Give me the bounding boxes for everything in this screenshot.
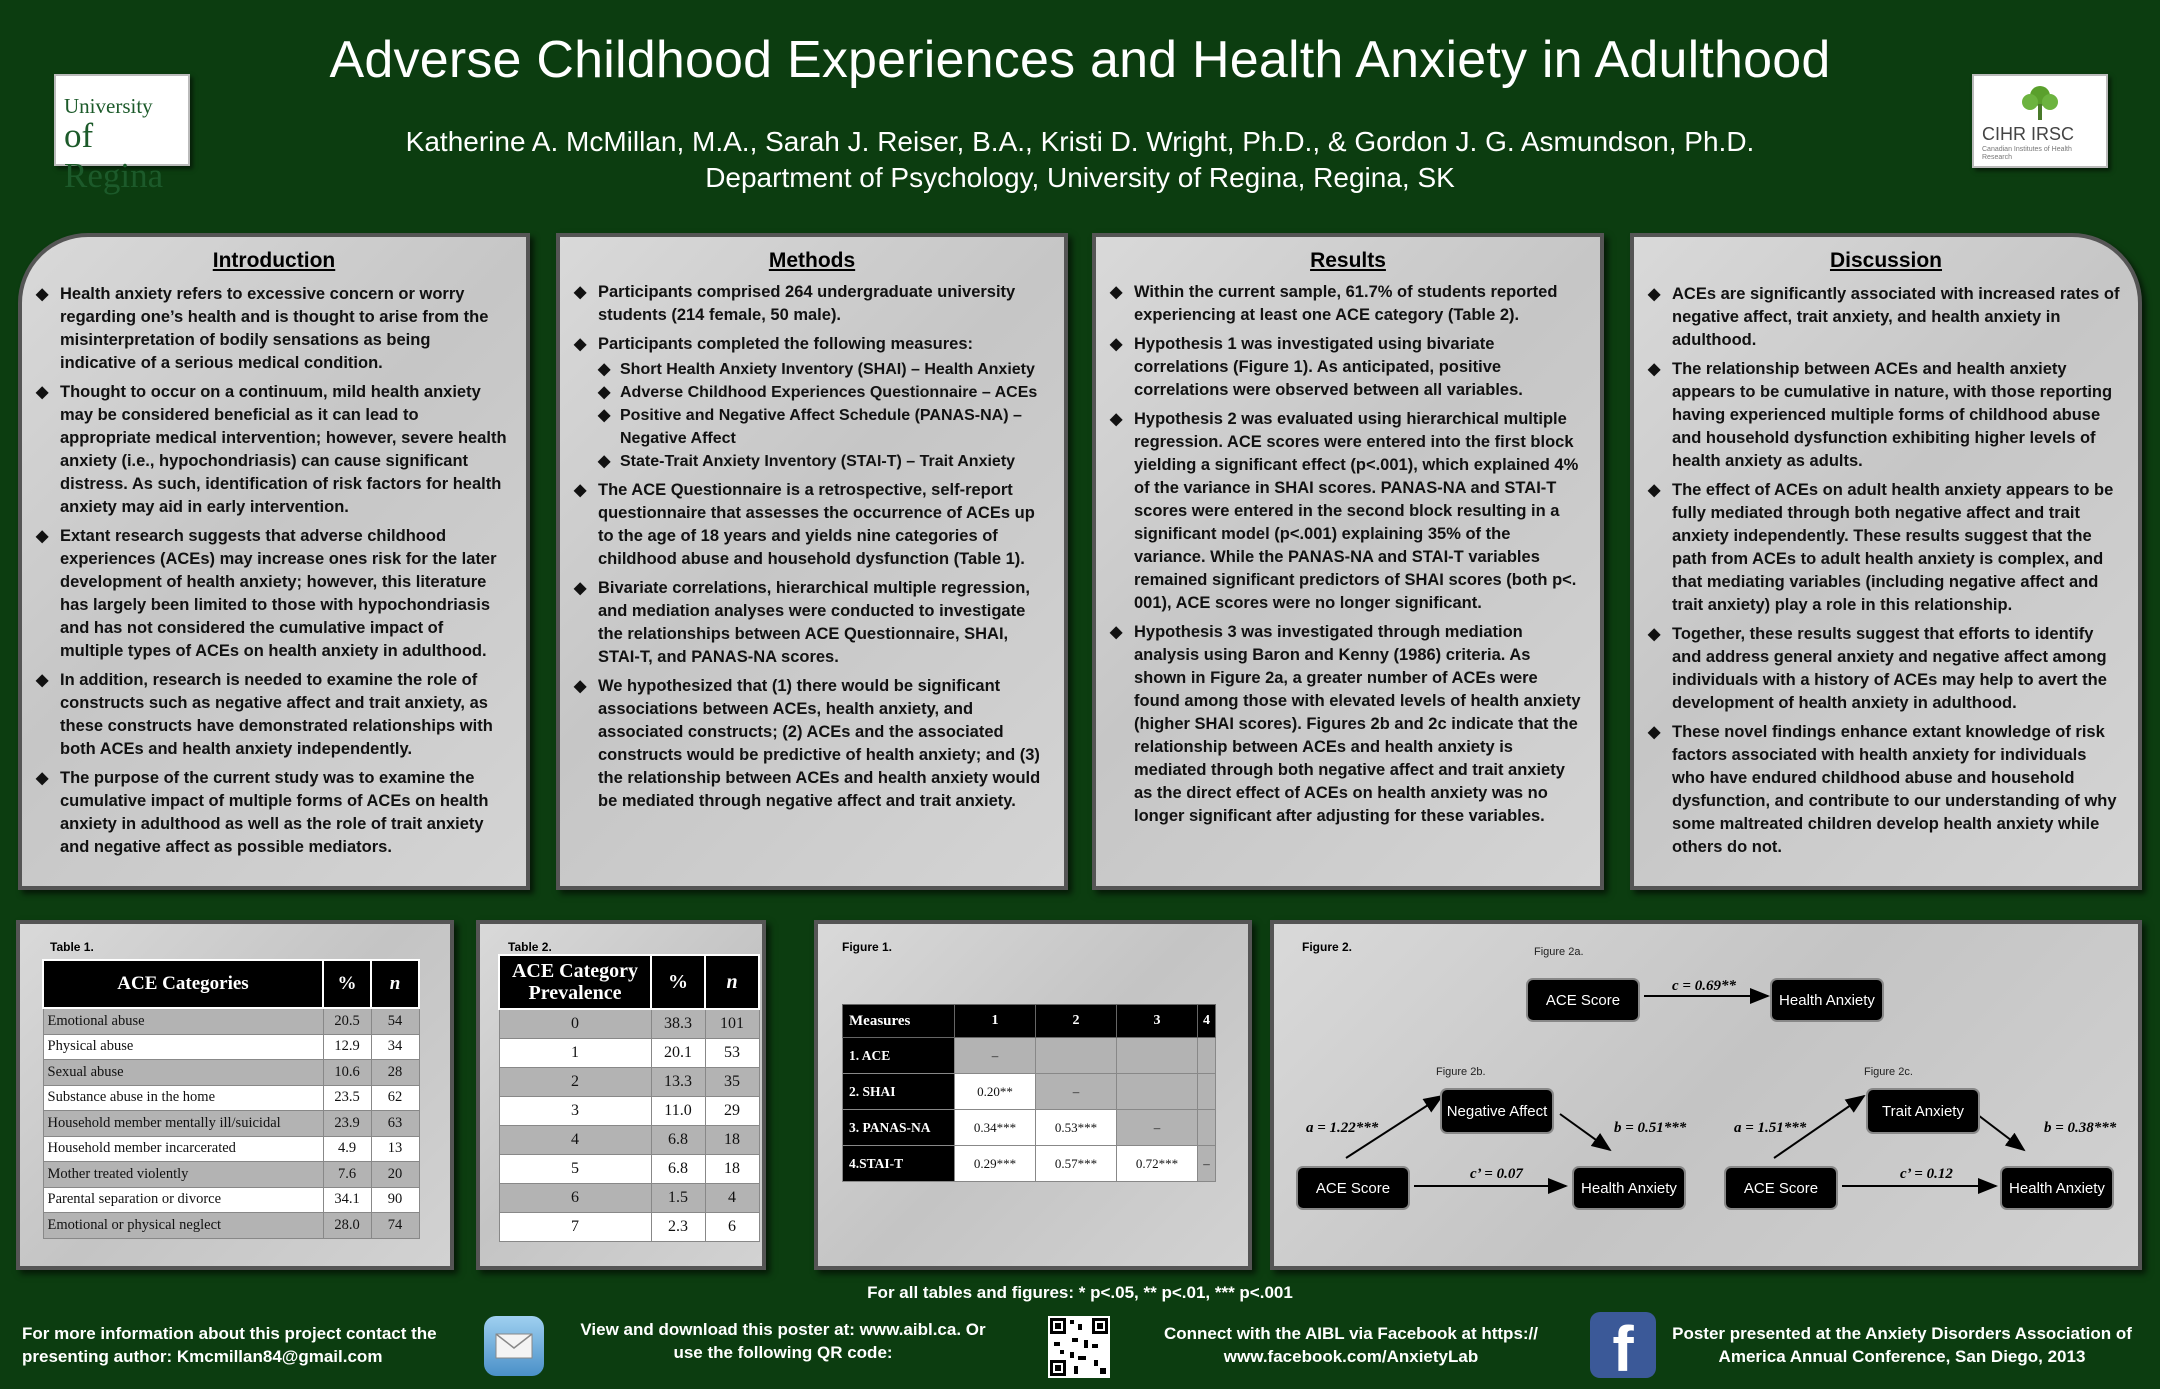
introduction-heading: Introduction bbox=[212, 249, 336, 272]
table-cell: 6 bbox=[499, 1184, 651, 1213]
intro-bullet: ◆ The purpose of the current study was to examine the cumulative impact of multiple forms of ACEs on health anxiety in adulthood as well as the role of trait anxiety and negative affect as possible mediators. bbox=[36, 767, 508, 859]
table-cell bbox=[1117, 1038, 1198, 1074]
table1-label: Table 1. bbox=[50, 940, 94, 954]
coef-2c-b: b = 0.38*** bbox=[2044, 1120, 2117, 1136]
table-cell: 35 bbox=[705, 1068, 759, 1097]
measure-item: ◆ Adverse Childhood Experiences Questionnaire – ACEs bbox=[598, 381, 1046, 404]
discussion-panel bbox=[1630, 233, 2142, 890]
measure-item: ◆ State-Trait Anxiety Inventory (STAI-T) – Trait Anxiety bbox=[598, 450, 1046, 473]
table-cell: – bbox=[955, 1038, 1036, 1074]
table-cell: Emotional or physical neglect bbox=[43, 1213, 323, 1239]
table-cell: Physical abuse bbox=[43, 1034, 323, 1060]
table-cell: Substance abuse in the home bbox=[43, 1085, 323, 1111]
table-cell: 38.3 bbox=[651, 1009, 705, 1039]
table-cell: 0.34*** bbox=[955, 1110, 1036, 1146]
authors: Katherine A. McMillan, M.A., Sarah J. Reiser, B.A., Kristi D. Wright, Ph.D., & Gordon J. G. Asmundson, Ph.D. bbox=[405, 126, 1755, 157]
table-cell: 13.3 bbox=[651, 1068, 705, 1097]
table-cell: 10.6 bbox=[323, 1060, 371, 1086]
table-cell: 3. PANAS-NA bbox=[843, 1110, 955, 1146]
figure1-label: Figure 1. bbox=[842, 940, 893, 954]
table-header: % bbox=[651, 955, 705, 1009]
methods-bullet bbox=[574, 333, 1046, 473]
table-cell: 28.0 bbox=[323, 1213, 371, 1239]
methods-bullet: ◆ Participants comprised 264 undergraduate university students (214 female, 50 male). bbox=[574, 281, 1046, 327]
table-row bbox=[499, 1155, 759, 1184]
table-cell: 0.29*** bbox=[955, 1146, 1036, 1182]
table-cell: 1 bbox=[499, 1039, 651, 1068]
table-header: n bbox=[705, 955, 759, 1009]
table-cell bbox=[1036, 1038, 1117, 1074]
table-cell: 20.5 bbox=[323, 1008, 371, 1034]
table-cell: 13 bbox=[371, 1136, 419, 1162]
logo-line1: University bbox=[64, 94, 153, 118]
intro-bullet: ◆ Extant research suggests that adverse childhood experiences (ACEs) may increase ones risk for the later development of health anxiety; however, this literature has largely been limited to those with hypochondriasis and has not considered the cumulative impact of multiple types of ACEs on health anxiety in adulthood. bbox=[36, 525, 508, 663]
ace-categories-table bbox=[42, 959, 420, 1239]
table-cell: – bbox=[1036, 1074, 1117, 1110]
poster-title: Adverse Childhood Experiences and Health Anxiety in Adulthood bbox=[329, 31, 1831, 89]
methods-heading: Methods bbox=[768, 249, 856, 272]
table-row bbox=[499, 1068, 759, 1097]
table-cell bbox=[1198, 1074, 1216, 1110]
table-cell: Household member mentally ill/suicidal bbox=[43, 1111, 323, 1137]
table-row bbox=[843, 1110, 1216, 1146]
envelope-icon bbox=[484, 1316, 544, 1376]
arrow-2b-b bbox=[1560, 1114, 1610, 1150]
table-header: 2 bbox=[1036, 1005, 1117, 1038]
table-cell bbox=[1198, 1038, 1216, 1074]
table-header: Measures bbox=[843, 1005, 955, 1038]
table-cell: 6.8 bbox=[651, 1126, 705, 1155]
table-row bbox=[843, 1146, 1216, 1182]
negative-affect-box: Negative Affect bbox=[1442, 1090, 1552, 1132]
table-cell: – bbox=[1117, 1110, 1198, 1146]
coef-2c-cprime: c’ = 0.12 bbox=[1900, 1166, 1953, 1182]
table-cell: Emotional abuse bbox=[43, 1008, 323, 1034]
results-panel bbox=[1092, 233, 1604, 890]
health-anxiety-box-2a: Health Anxiety bbox=[1772, 980, 1882, 1020]
table-cell: 1. ACE bbox=[843, 1038, 955, 1074]
ace-score-box-2a: ACE Score bbox=[1528, 980, 1638, 1020]
email-icon bbox=[484, 1316, 544, 1376]
ace-score-box-2c: ACE Score bbox=[1726, 1168, 1836, 1208]
table-cell: 53 bbox=[705, 1039, 759, 1068]
table-row bbox=[499, 1039, 759, 1068]
table-cell: 7.6 bbox=[323, 1162, 371, 1188]
table-cell: 20.1 bbox=[651, 1039, 705, 1068]
measure-item: ◆ Short Health Anxiety Inventory (SHAI) – Health Anxiety bbox=[598, 358, 1046, 381]
table-cell: – bbox=[1198, 1146, 1216, 1182]
table-cell: 6 bbox=[705, 1213, 759, 1242]
coef-2a-c: c = 0.69** bbox=[1672, 978, 1736, 994]
table-cell: 90 bbox=[371, 1187, 419, 1213]
table-header: 1 bbox=[955, 1005, 1036, 1038]
intro-bullet: ◆ Thought to occur on a continuum, mild health anxiety may be considered beneficial as it can lead to appropriate medical intervention; however, severe health anxiety (i.e., hypochondriasis) can cause significant distress. As such, identification of risk factors for health anxiety may aid in early intervention. bbox=[36, 381, 508, 519]
figure2-panel bbox=[1270, 920, 2142, 1270]
table-cell: 2.3 bbox=[651, 1213, 705, 1242]
coef-2b-cprime: c’ = 0.07 bbox=[1470, 1166, 1523, 1182]
discussion-bullet: ◆ The effect of ACEs on adult health anxiety appears to be fully mediated through both negative affect and trait anxiety independently. These results suggest that the path from ACEs to adult health anxiety is complex, and that mediating variables (including negative affect and trait anxiety) play a role in this relationship. bbox=[1648, 479, 2120, 617]
table-cell: 28 bbox=[371, 1060, 419, 1086]
discussion-bullet: ◆ Together, these results suggest that efforts to identify and address general anxiety and negative affect among individuals with a history of ACEs may help to avert the development of health anxiety in adulthood. bbox=[1648, 623, 2120, 715]
qr-code-icon bbox=[1048, 1316, 1110, 1378]
cihr-text: CIHR IRSC bbox=[1982, 124, 2075, 144]
table-cell: 0.57*** bbox=[1036, 1146, 1117, 1182]
table-cell: Household member incarcerated bbox=[43, 1136, 323, 1162]
conference-info: Poster presented at the Anxiety Disorders Association of America Annual Conference, San Diego, 2013 bbox=[1672, 1324, 2132, 1366]
figure2b-label: Figure 2b. bbox=[1436, 1066, 1486, 1078]
table-cell: 20 bbox=[371, 1162, 419, 1188]
results-bullet: ◆ Hypothesis 2 was evaluated using hierarchical multiple regression. ACE scores were entered into the first block yielding a significant effect (p<.001), which explained 4% of the variance in SHAI scores. PANAS-NA and STAI-T scores were entered in the second block resulting in a significant model (p<.001) explaining 35% of the variance. While the PANAS-NA and STAI-T variables remained significant predictors of SHAI scores (both p<. 001), ACE scores were no longer significant. bbox=[1110, 408, 1582, 615]
department: Department of Psychology, University of Regina, Regina, SK bbox=[705, 162, 1455, 193]
table-row bbox=[499, 1009, 759, 1039]
arrow-2c-b bbox=[1974, 1112, 2024, 1150]
facebook-icon: f bbox=[1590, 1312, 1656, 1378]
table-row bbox=[43, 1187, 419, 1213]
table-cell: 0.53*** bbox=[1036, 1110, 1117, 1146]
table-cell: 11.0 bbox=[651, 1097, 705, 1126]
table-cell: 6.8 bbox=[651, 1155, 705, 1184]
table-header: ACE Categories bbox=[43, 960, 323, 1008]
health-anxiety-box-2b: Health Anxiety bbox=[1574, 1168, 1684, 1208]
trait-anxiety-box: Trait Anxiety bbox=[1868, 1090, 1978, 1132]
methods-panel bbox=[556, 233, 1068, 890]
table-row bbox=[43, 1213, 419, 1239]
table-cell bbox=[1198, 1110, 1216, 1146]
table-row bbox=[43, 1136, 419, 1162]
poster-download-info: View and download this poster at: www.aibl.ca. Or use the following QR code: bbox=[580, 1320, 986, 1362]
table-cell: 4 bbox=[705, 1184, 759, 1213]
table-cell: 18 bbox=[705, 1155, 759, 1184]
table1-panel bbox=[16, 920, 454, 1270]
table-cell: 29 bbox=[705, 1097, 759, 1126]
table-cell: 62 bbox=[371, 1085, 419, 1111]
table-cell: 34.1 bbox=[323, 1187, 371, 1213]
table-row bbox=[499, 1213, 759, 1242]
discussion-bullet: ◆ These novel findings enhance extant knowledge of risk factors associated with health anxiety for individuals who have endured childhood abuse and household dysfunction, and contribute to our understanding of why some maltreated children develop health anxiety while others do not. bbox=[1648, 721, 2120, 859]
table-cell: 3 bbox=[499, 1097, 651, 1126]
facebook-info: Connect with the AIBL via Facebook at https:// www.facebook.com/AnxietyLab bbox=[1163, 1324, 1539, 1366]
table-cell: 7 bbox=[499, 1213, 651, 1242]
correlation-table bbox=[842, 1004, 1216, 1182]
table-cell: 0 bbox=[499, 1009, 651, 1039]
table-row bbox=[43, 1060, 419, 1086]
table-cell: 63 bbox=[371, 1111, 419, 1137]
table-header: % bbox=[323, 960, 371, 1008]
introduction-panel bbox=[18, 233, 530, 890]
table-cell: 74 bbox=[371, 1213, 419, 1239]
table2-panel bbox=[476, 920, 766, 1270]
methods-bullet: ◆ The ACE Questionnaire is a retrospective, self-report questionnaire that assesses the occurrence of ACEs up to the age of 18 years and yields nine categories of childhood abuse and household dysfunction (Table 1). bbox=[574, 479, 1046, 571]
results-bullet: ◆ Hypothesis 3 was investigated through mediation analysis using Baron and Kenny (1986) criteria. As shown in Figure 2a, a greater number of ACEs were found among those with elevated levels of health anxiety (higher SHAI scores). Figures 2b and 2c indicate that the relationship between ACEs and health anxiety is mediated through both negative affect and trait anxiety as the direct effect of ACEs on health anxiety was no longer significant after adjusting for these variables. bbox=[1110, 621, 1582, 828]
table-cell: 101 bbox=[705, 1009, 759, 1039]
table-cell bbox=[1117, 1074, 1198, 1110]
methods-bullet: ◆ Bivariate correlations, hierarchical multiple regression, and mediation analyses were conducted to investigate the relationships between ACE Questionnaire, SHAI, STAI-T, and PANAS-NA scores. bbox=[574, 577, 1046, 669]
table-cell: 0.20** bbox=[955, 1074, 1036, 1110]
table-cell: 23.9 bbox=[323, 1111, 371, 1137]
results-heading: Results bbox=[1310, 249, 1386, 272]
table-cell: 54 bbox=[371, 1008, 419, 1034]
table-row bbox=[499, 1097, 759, 1126]
figure1-panel bbox=[814, 920, 1252, 1270]
mediation-arrows bbox=[1274, 924, 2138, 1266]
table-cell: 18 bbox=[705, 1126, 759, 1155]
coef-2b-b: b = 0.51*** bbox=[1614, 1120, 1687, 1136]
table-row bbox=[843, 1074, 1216, 1110]
qr-pattern bbox=[1048, 1316, 1110, 1378]
table-cell: 12.9 bbox=[323, 1034, 371, 1060]
discussion-bullet: ◆ ACEs are significantly associated with increased rates of negative affect, trait anxiety, and health anxiety in adulthood. bbox=[1648, 283, 2120, 352]
table-cell: 0.72*** bbox=[1117, 1146, 1198, 1182]
figure2a-label: Figure 2a. bbox=[1534, 946, 1584, 958]
tree-icon bbox=[2020, 84, 2060, 122]
measure-item: ◆ Positive and Negative Affect Schedule (PANAS-NA) – Negative Affect bbox=[598, 404, 1046, 450]
logo-line2: of Regina bbox=[64, 116, 164, 195]
table-cell: 1.5 bbox=[651, 1184, 705, 1213]
table-row bbox=[499, 1126, 759, 1155]
discussion-bullet: ◆ The relationship between ACEs and health anxiety appears to be cumulative in nature, with those reporting having experienced multiple forms of childhood abuse and household dysfunction exhibiting higher levels of health anxiety as adults. bbox=[1648, 358, 2120, 473]
table-row bbox=[43, 1162, 419, 1188]
table-header: ACE Category Prevalence bbox=[499, 955, 651, 1009]
ace-score-box-2b: ACE Score bbox=[1298, 1168, 1408, 1208]
table-cell: 34 bbox=[371, 1034, 419, 1060]
methods-bullet: ◆ We hypothesized that (1) there would be significant associations between ACEs, health anxiety, and associated constructs; (2) ACEs and the associated constructs would be predictive of health anxiety; and (3) the relationship between ACEs and health anxiety would be mediated through negative affect and trait anxiety. bbox=[574, 675, 1046, 813]
table-cell: 4.9 bbox=[323, 1136, 371, 1162]
cihr-logo bbox=[1972, 74, 2108, 168]
coef-2c-a: a = 1.51*** bbox=[1734, 1120, 1807, 1136]
health-anxiety-box-2c: Health Anxiety bbox=[2002, 1168, 2112, 1208]
results-bullet: ◆ Within the current sample, 61.7% of students reported experiencing at least one ACE category (Table 2). bbox=[1110, 281, 1582, 327]
university-of-regina-logo bbox=[54, 74, 190, 195]
table-row bbox=[43, 1085, 419, 1111]
table-row bbox=[43, 1008, 419, 1034]
table-header: 4 bbox=[1198, 1005, 1216, 1038]
coef-2b-a: a = 1.22*** bbox=[1306, 1120, 1379, 1136]
table-cell: 4 bbox=[499, 1126, 651, 1155]
intro-bullet: ◆ Health anxiety refers to excessive concern or worry regarding one’s health and is thought to arise from the misinterpretation of bodily sensations as being indicative of a serious medical condition. bbox=[36, 283, 508, 375]
results-bullet: ◆ Hypothesis 1 was investigated using bivariate correlations (Figure 1). As anticipated, positive correlations were observed between all variables. bbox=[1110, 333, 1582, 402]
table-cell: 2 bbox=[499, 1068, 651, 1097]
table-row bbox=[843, 1038, 1216, 1074]
table-cell: 23.5 bbox=[323, 1085, 371, 1111]
table-row bbox=[499, 1184, 759, 1213]
contact-info: For more information about this project contact the presenting author: Kmcmillan84@gmail.com bbox=[22, 1324, 437, 1366]
table-header: n bbox=[371, 960, 419, 1008]
methods-bullet-text: Participants completed the following measures: bbox=[598, 335, 973, 353]
table-row bbox=[43, 1034, 419, 1060]
ace-prevalence-table bbox=[498, 954, 760, 1242]
table-cell: 2. SHAI bbox=[843, 1074, 955, 1110]
discussion-heading: Discussion bbox=[1829, 249, 1943, 272]
cihr-subtext: Canadian Institutes of Health Research bbox=[1982, 146, 2072, 161]
table2-label: Table 2. bbox=[508, 940, 552, 954]
figure2c-label: Figure 2c. bbox=[1864, 1066, 1913, 1078]
intro-bullet: ◆ In addition, research is needed to examine the role of constructs such as negative affect and trait anxiety, as these constructs have demonstrated relationships with both ACEs and health anxiety independently. bbox=[36, 669, 508, 761]
significance-footnote: For all tables and figures: * p<.05, ** p<.01, *** p<.001 bbox=[867, 1283, 1293, 1302]
table-cell: Sexual abuse bbox=[43, 1060, 323, 1086]
table-cell: 4.STAI-T bbox=[843, 1146, 955, 1182]
table-cell: Mother treated violently bbox=[43, 1162, 323, 1188]
table-row bbox=[43, 1111, 419, 1137]
table-cell: Parental separation or divorce bbox=[43, 1187, 323, 1213]
figure2-label: Figure 2. bbox=[1302, 940, 1353, 954]
table-cell: 5 bbox=[499, 1155, 651, 1184]
table-header: 3 bbox=[1117, 1005, 1198, 1038]
